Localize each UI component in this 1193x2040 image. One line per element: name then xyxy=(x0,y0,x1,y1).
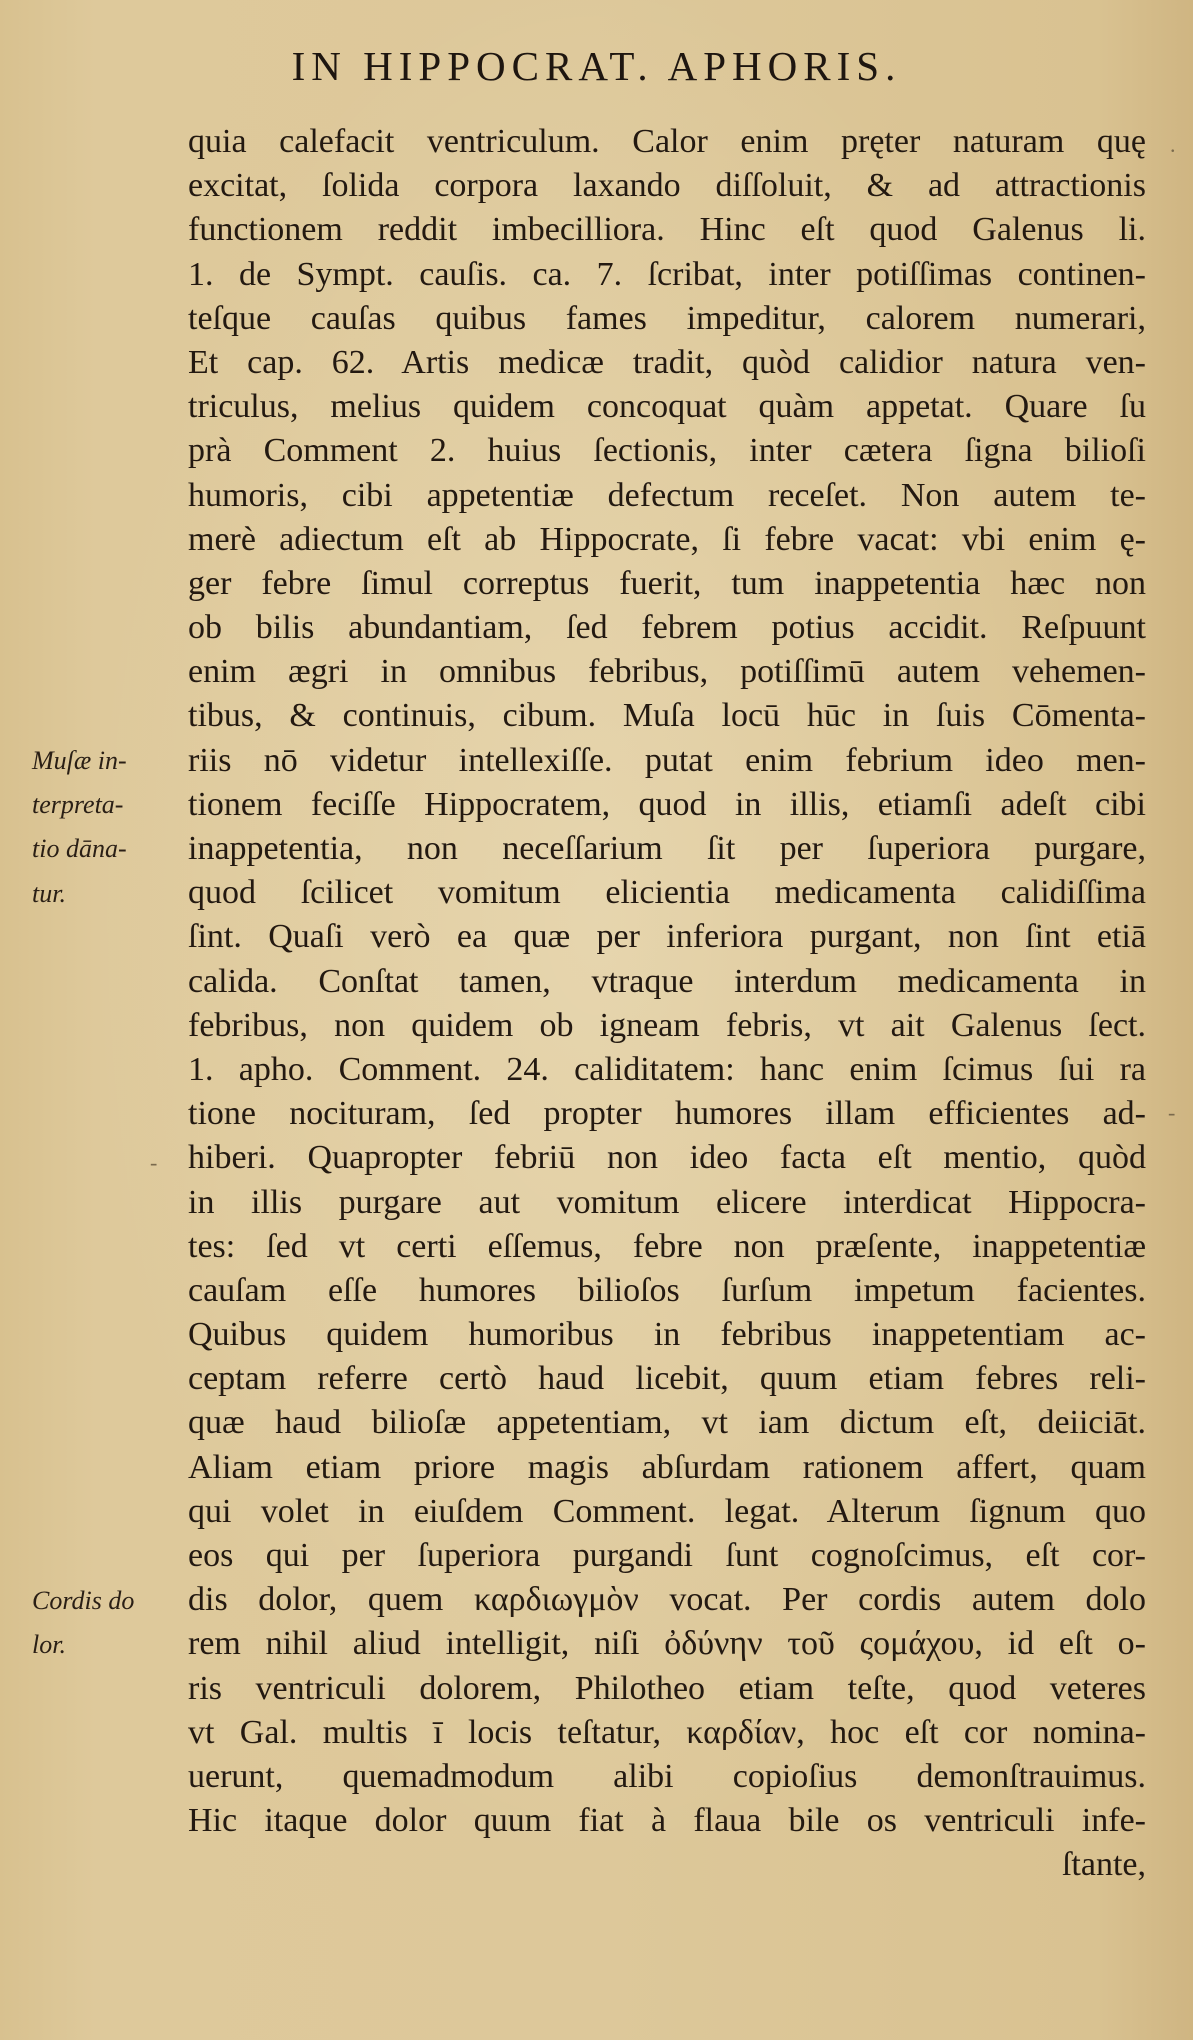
text-line: teſque cauſas quibus fames impeditur, calorem numerari, xyxy=(188,299,1146,337)
paper-speck: - xyxy=(1168,1100,1176,1125)
text-line: cauſam eſſe humores bilioſos ſurſum impetum facientes. xyxy=(188,1271,1146,1309)
margin-note-line: tur. xyxy=(32,878,66,908)
margin-note-cordis xyxy=(32,1579,174,1667)
text-line: quæ haud bilioſæ appetentiam, vt iam dictum eſt, deiiciāt. xyxy=(188,1404,1146,1442)
text-line: quia calefacit ventriculum. Calor enim pręter naturam quę xyxy=(188,123,1146,160)
text-line: triculus, melius quidem concoquat quàm appetat. Quare ſu xyxy=(188,388,1146,426)
text-line: tionem feciſſe Hippocratem, quod in illis, etiamſi adeſt cibi xyxy=(188,785,1146,823)
text-line: tibus, & continuis, cibum. Muſa locū hūc in ſuis Cōmenta- xyxy=(188,697,1146,735)
text-line: merè adiectum eſt ab Hippocrate, ſi febre vacat: vbi enim ę- xyxy=(188,520,1146,558)
text-line: rem nihil aliud intelligit, niſi ὀδύνην τοῦ ςομάχου, id eſt o- xyxy=(188,1625,1146,1663)
text-line: vt Gal. multis ī locis teſtatur, καρδίαν, hoc eſt cor nomina- xyxy=(188,1713,1146,1751)
margin-note-line: Muſæ in- xyxy=(32,746,127,775)
text-line: prà Comment 2. huius ſectionis, inter cætera ſigna bilioſi xyxy=(188,432,1146,470)
text-line: ris ventriculi dolorem, Philotheo etiam teſte, quod veteres xyxy=(188,1669,1146,1707)
text-line: ſint. Quaſi verò ea quæ per inferiora purgant, non ſint etiā xyxy=(188,918,1146,956)
text-line: tione nocituram, ſed propter humores illam efficientes ad- xyxy=(188,1095,1146,1133)
catchword: ſtante, xyxy=(1061,1846,1146,1884)
text-line: inappetentia, non neceſſarium ſit per ſuperiora purgare, xyxy=(188,830,1146,867)
text-line: in illis purgare aut vomitum elicere interdicat Hippocra- xyxy=(188,1183,1146,1221)
text-line: 1. apho. Comment. 24. caliditatem: hanc enim ſcimus ſui ra xyxy=(188,1050,1146,1088)
margin-note-line: terpreta- xyxy=(32,790,124,820)
text-line: Et cap. 62. Artis medicæ tradit, quòd calidior natura ven- xyxy=(188,343,1146,381)
margin-note-musa xyxy=(32,739,174,916)
text-line: febribus, non quidem ob igneam febris, vt ait Galenus ſect. xyxy=(188,1006,1146,1044)
text-line: tes: ſed vt certi eſſemus, febre non præſente, inappetentiæ xyxy=(188,1227,1146,1265)
text-line: hiberi. Quapropter febriū non ideo facta eſt mentio, quòd xyxy=(188,1139,1146,1177)
text-line: 1. de Sympt. cauſis. ca. 7. ſcribat, inter potiſſimas continen- xyxy=(188,255,1146,293)
main-text-block xyxy=(188,120,1146,1888)
margin-note-line: Cordis do xyxy=(32,1586,135,1615)
paper-speck: . xyxy=(1170,132,1176,157)
text-line: ceptam referre certò haud licebit, quum etiam febres reli- xyxy=(188,1360,1146,1398)
running-header: IN HIPPOCRAT. APHORIS. xyxy=(291,43,902,89)
text-line: eos qui per ſuperiora purgandi ſunt cognoſcimus, eſt cor- xyxy=(188,1537,1146,1574)
text-line: uerunt, quemadmodum alibi copioſius demonſtrauimus. xyxy=(188,1757,1146,1795)
text-line: qui volet in eiuſdem Comment. legat. Alterum ſignum quo xyxy=(188,1492,1146,1530)
text-line: quod ſcilicet vomitum elicientia medicamenta calidiſſima xyxy=(188,874,1146,912)
margin-note-line: lor. xyxy=(32,1630,66,1660)
text-line: calida. Conſtat tamen, vtraque interdum medicamenta in xyxy=(188,962,1146,1000)
paper-speck: - xyxy=(150,1150,158,1175)
text-line: excitat, ſolida corpora laxando diſſoluit, & ad attractionis xyxy=(188,167,1146,205)
text-line: riis nō videtur intellexiſſe. putat enim febrium ideo men- xyxy=(188,741,1146,779)
text-line: dis dolor, quem καρδιωγμὸν vocat. Per cordis autem dolo xyxy=(188,1581,1146,1619)
text-line: humoris, cibi appetentiæ defectum receſet. Non autem te- xyxy=(188,476,1146,514)
text-line: ger febre ſimul correptus fuerit, tum inappetentia hæc non xyxy=(188,564,1146,602)
text-line: Quibus quidem humoribus in febribus inappetentiam ac- xyxy=(188,1316,1146,1354)
text-line: Hic itaque dolor quum fiat à flaua bile os ventriculi infe- xyxy=(188,1802,1146,1840)
text-line: ob bilis abundantiam, ſed febrem potius accidit. Reſpuunt xyxy=(188,609,1146,647)
margin-note-line: tio dāna- xyxy=(32,834,127,864)
text-line: functionem reddit imbecilliora. Hinc eſt quod Galenus li. xyxy=(188,211,1146,249)
text-line: enim ægri in omnibus febribus, potiſſimū autem vehemen- xyxy=(188,653,1146,691)
text-line: Aliam etiam priore magis abſurdam rationem affert, quam xyxy=(188,1448,1146,1486)
